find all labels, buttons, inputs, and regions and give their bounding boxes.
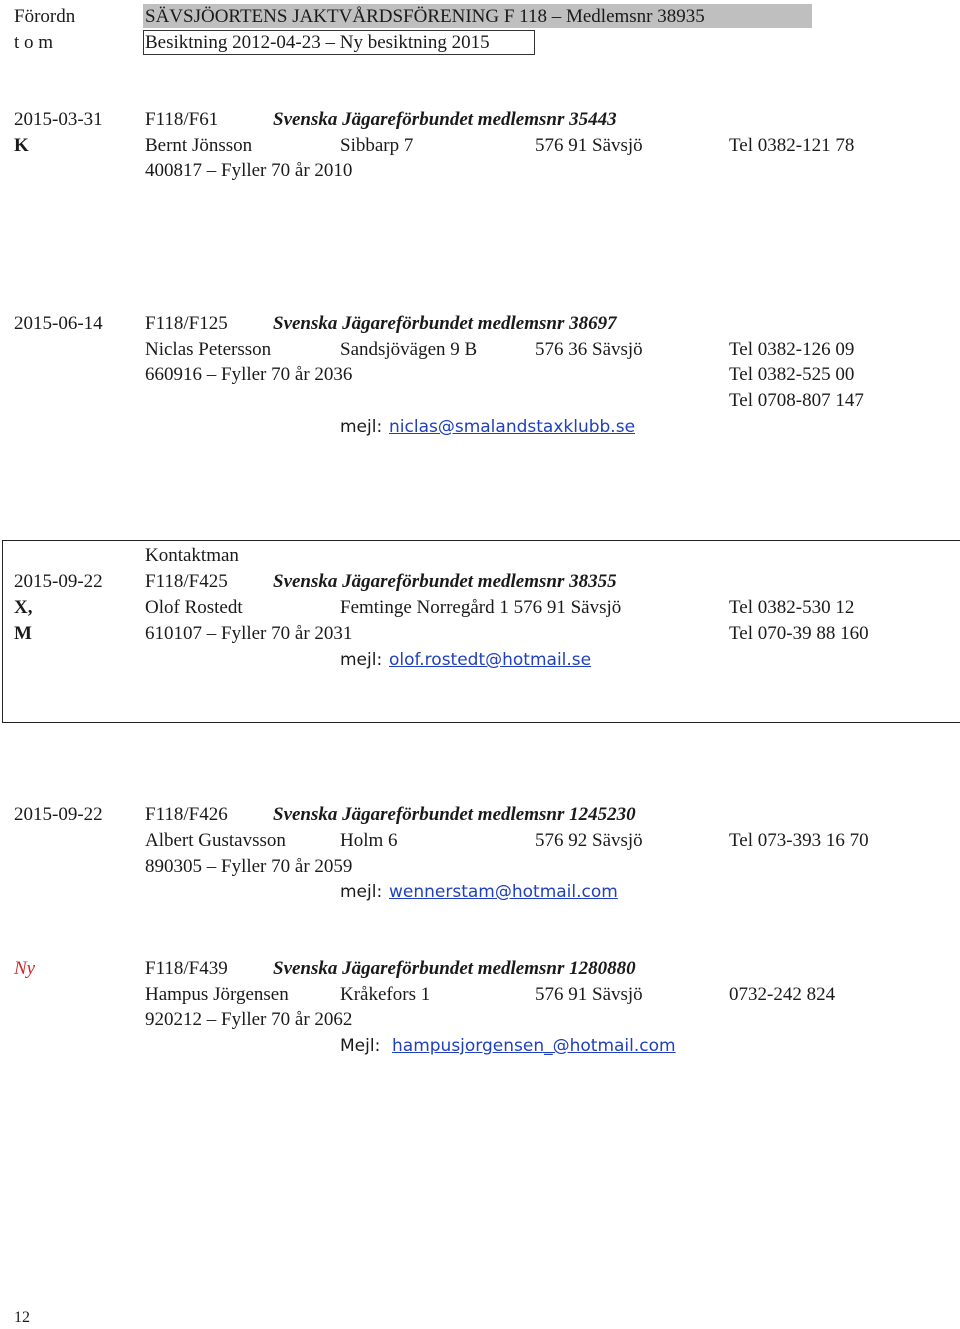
email-link[interactable]: niclas@smalandstaxklubb.se: [389, 417, 636, 437]
entry-address: Kråkefors 1: [340, 984, 431, 1005]
entry-date: 2015-09-22: [14, 804, 103, 825]
entry-code: K: [14, 135, 29, 156]
entry-address: Sibbarp 7: [340, 135, 414, 156]
entry-date: 2015-09-22: [14, 571, 103, 592]
entry-phone: Tel 0382-525 00: [729, 364, 855, 385]
entry-id: F118/F125: [145, 313, 228, 334]
entry-postal: 576 91 Sävsjö: [535, 135, 643, 156]
entry-birth: 400817 – Fyller 70 år 2010: [145, 160, 353, 181]
entry-phone: Tel 0382-530 12: [729, 597, 855, 618]
entry-address: Sandsjövägen 9 B: [340, 339, 478, 360]
entry-address: Femtinge Norregård 1 576 91 Sävsjö: [340, 597, 622, 618]
entry-name: Bernt Jönsson: [145, 135, 253, 156]
column-label-forordn: Förordn: [14, 6, 76, 27]
entry-name: Olof Rostedt: [145, 597, 243, 618]
entry-code: X,: [14, 597, 33, 618]
entry-birth: 920212 – Fyller 70 år 2062: [145, 1009, 353, 1030]
entry-phone: Tel 070-39 88 160: [729, 623, 869, 644]
entry-birth: 890305 – Fyller 70 år 2059: [145, 856, 353, 877]
entry-phone: 0732-242 824: [729, 984, 836, 1005]
entry-date: 2015-06-14: [14, 313, 103, 334]
contact-label: Kontaktman: [145, 545, 239, 566]
email-label: mejl:: [340, 882, 383, 902]
entry-phone: Tel 0382-126 09: [729, 339, 855, 360]
entry-phone: Tel 0382-121 78: [729, 135, 855, 156]
email-link[interactable]: hampusjorgensen_@hotmail.com: [392, 1036, 676, 1056]
page-subtitle: Besiktning 2012-04-23 – Ny besiktning 2015: [145, 32, 490, 53]
entry-id: F118/F425: [145, 571, 228, 592]
entry-id: F118/F61: [145, 109, 219, 130]
new-member-marker: Ny: [14, 958, 36, 979]
entry-id: F118/F439: [145, 958, 228, 979]
page-title: SÄVSJÖORTENS JAKTVÅRDSFÖRENING F 118 – Medlemsnr 38935: [145, 6, 705, 27]
email-label: mejl:: [340, 650, 383, 670]
entry-name: Albert Gustavsson: [145, 830, 286, 851]
entry-postal: 576 36 Sävsjö: [535, 339, 643, 360]
entry-postal: 576 91 Sävsjö: [535, 984, 643, 1005]
column-label-tom: t o m: [14, 32, 54, 53]
entry-federation: Svenska Jägareförbundet medlemsnr 1245230: [273, 804, 636, 825]
entry-name: Hampus Jörgensen: [145, 984, 289, 1005]
entry-phone: Tel 073-393 16 70: [729, 830, 869, 851]
email-link[interactable]: olof.rostedt@hotmail.se: [389, 650, 592, 670]
entry-birth: 660916 – Fyller 70 år 2036: [145, 364, 353, 385]
email-label: mejl:: [340, 417, 383, 437]
entry-federation: Svenska Jägareförbundet medlemsnr 38355: [273, 571, 617, 592]
entry-id: F118/F426: [145, 804, 228, 825]
entry-birth: 610107 – Fyller 70 år 2031: [145, 623, 353, 644]
entry-name: Niclas Petersson: [145, 339, 272, 360]
entry-phone: Tel 0708-807 147: [729, 390, 864, 411]
entry-address: Holm 6: [340, 830, 398, 851]
entry-federation: Svenska Jägareförbundet medlemsnr 1280880: [273, 958, 636, 979]
entry-federation: Svenska Jägareförbundet medlemsnr 35443: [273, 109, 617, 130]
page-number: 12: [14, 1309, 30, 1326]
email-label: Mejl:: [340, 1036, 381, 1056]
entry-federation: Svenska Jägareförbundet medlemsnr 38697: [273, 313, 617, 334]
email-link[interactable]: wennerstam@hotmail.com: [389, 882, 618, 902]
entry-postal: 576 92 Sävsjö: [535, 830, 643, 851]
entry-code-2: M: [14, 623, 32, 644]
entry-date: 2015-03-31: [14, 109, 103, 130]
